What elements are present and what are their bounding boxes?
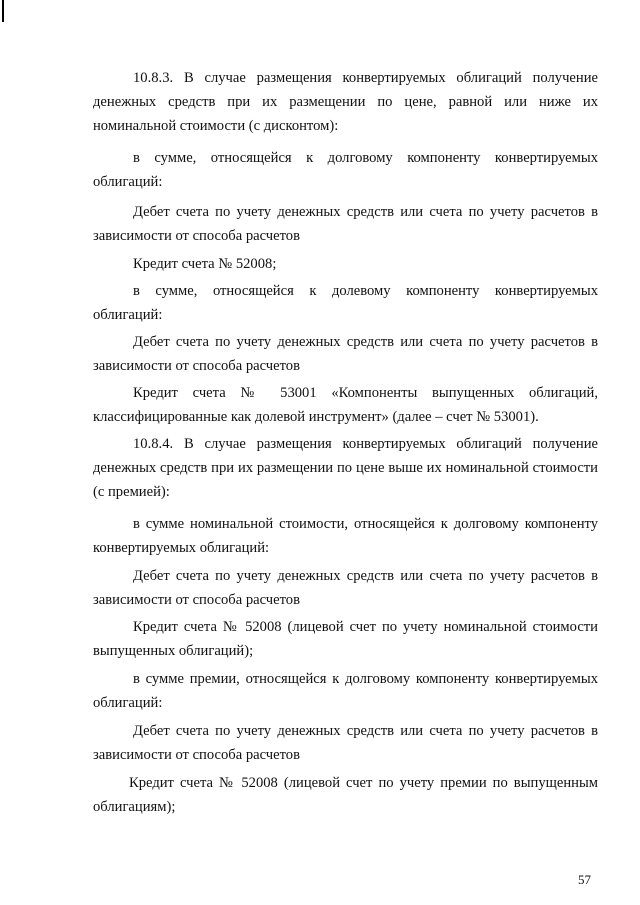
paragraph-credit-52008: Кредит счета № 52008;	[133, 256, 277, 272]
paragraph-debit-1: Дебет счета по учету денежных средств или счета по учету расчетов в зависимости от способа расчетов	[93, 204, 598, 244]
paragraph-debit-3: Дебет счета по учету денежных средств или счета по учету расчетов в зависимости от способа расчетов	[93, 568, 598, 608]
paragraph-credit-53001: Кредит счета № 53001 «Компоненты выпущенных облигаций, классифицированные как долевой инструмент» (далее – счет № 53001).	[93, 385, 598, 425]
paragraph-premium: в сумме премии, относящейся к долговому компоненту конвертируемых облигаций:	[93, 671, 598, 711]
paragraph-debit-2: Дебет счета по учету денежных средств или счета по учету расчетов в зависимости от способа расчетов	[93, 334, 598, 374]
paragraph-credit-nominal: Кредит счета № 52008 (лицевой счет по учету номинальной стоимости выпущенных облигаций);	[93, 619, 598, 659]
paragraph-debit-4: Дебет счета по учету денежных средств или счета по учету расчетов в зависимости от способа расчетов	[93, 723, 598, 763]
page-number: 57	[578, 872, 591, 887]
paragraph-debt-component: в сумме, относящейся к долговому компоненту конвертируемых облигаций:	[93, 150, 598, 190]
paragraph-credit-premium: Кредит счета № 52008 (лицевой счет по учету премии по выпущенным облигациям);	[93, 775, 598, 815]
paragraph-nominal-value: в сумме номинальной стоимости, относящейся к долговому компоненту конвертируемых облигаций:	[93, 516, 598, 556]
paragraph-equity-component: в сумме, относящейся к долевому компоненту конвертируемых облигаций:	[93, 283, 598, 323]
paragraph-10-8-4: 10.8.4. В случае размещения конвертируемых облигаций получение денежных средств при их размещении по цене выше их номинальной стоимости (с премией):	[93, 436, 598, 500]
paragraph-10-8-3: 10.8.3. В случае размещения конвертируемых облигаций получение денежных средств при их размещении по цене, равной или ниже их номинальной стоимости (с дисконтом):	[93, 70, 598, 134]
